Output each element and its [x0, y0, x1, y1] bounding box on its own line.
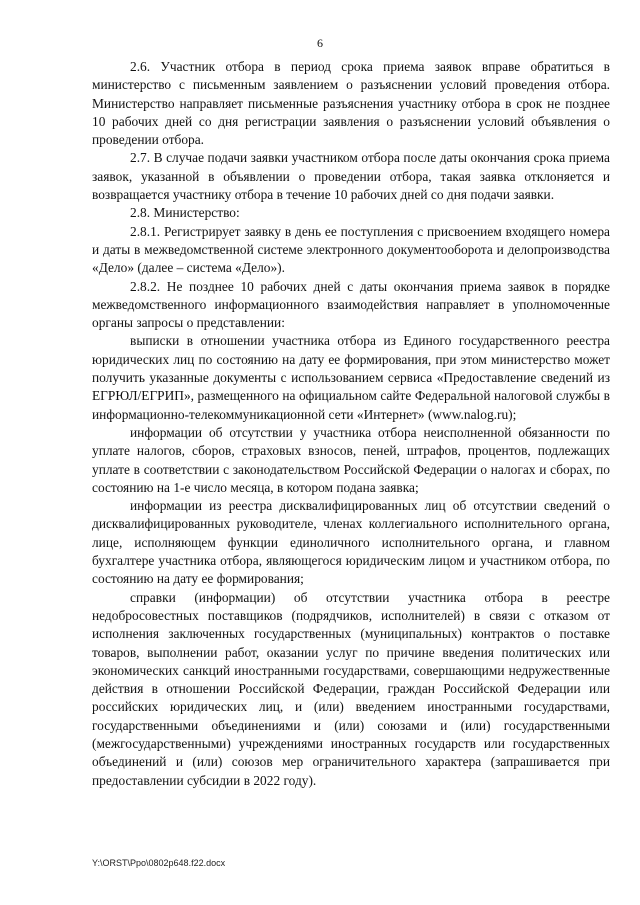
- list-item-tax-info: информации об отсутствии у участника отбора неисполненной обязанности по уплате налогов, сборов, страховых взносов, пеней, штрафов, процентов, подлежащих уплате в соответствии с законодательством Российской Федерации о налогах и сборах, по состоянию на 1-е число месяца, в котором подана заявка;: [92, 424, 610, 495]
- list-item-egrul-extract: выписки в отношении участника отбора из Единого государственного реестра юридических лиц по состоянию на дату ее формирования, при этом министерство может получить указанные документы с использованием сервиса «Предоставление сведений из ЕГРЮЛ/ЕГРИП», размещенного на официальном сайте Федеральной налоговой службы в информационно-телекоммуникационной сети «Интернет» (www.nalog.ru);: [92, 333, 610, 422]
- list-item-disqualified-registry: информации из реестра дисквалифицированных лиц об отсутствии сведений о дисквалифицированных руководителе, членах коллегиального исполнительного органа, лице, исполняющем функции единоличного исполнительного органа, и главном бухгалтере участника отбора, являющегося юридическим лицом и участником отбора, по состоянию на дату ее формирования;: [92, 498, 610, 587]
- list-item-unfair-suppliers: справки (информации) об отсутствии участника отбора в реестре недобросовестных поставщиков (подрядчиков, исполнителей) в связи с отказом от исполнения заключенных государственных (муниципальных) контрактов о поставке товаров, выполнении работ, оказании услуг по причине введения политических или экономических санкций иностранными государствами, совершающими недружественные действия в отношении Российской Федерации, граждан Российской Федерации или российских юридических лиц, и (или) введением иностранными государствами, государственными объединениями и (или) союзами и (или) государственными (межгосударственными) учреждениями иностранных государств или государственных объединений и (или) союзов мер ограничительного характера (запрашивается при предоставлении субсидии в 2022 году).: [92, 589, 610, 788]
- paragraph-2-8: 2.8. Министерство:: [130, 205, 240, 221]
- paragraph-2-6: 2.6. Участник отбора в период срока приема заявок вправе обратиться в министерство с письменным заявлением о разъяснении условий проведения отбора. Министерство направляет письменные разъяснения участнику отбора в срок не позднее 10 рабочих дней со дня регистрации заявления о разъяснении условий объявления о проведении отбора.: [92, 59, 610, 148]
- paragraph-2-8-1: 2.8.1. Регистрирует заявку в день ее поступления с присвоением входящего номера и даты в межведомственной системе электронного документооборота и делопроизводства «Дело» (далее – система «Дело»).: [92, 223, 610, 276]
- document-body: [92, 58, 610, 790]
- footer-file-path: Y:\ORST\Ppo\0802p648.f22.docx: [92, 858, 226, 868]
- paragraph-2-8-2: 2.8.2. Не позднее 10 рабочих дней с даты окончания приема заявок в порядке межведомственного информационного взаимодействия направляет в уполномоченные органы запросы о представлении:: [92, 278, 610, 331]
- paragraph-2-7: 2.7. В случае подачи заявки участником отбора после даты окончания срока приема заявок, указанной в объявлении о проведении отбора, такая заявка отклоняется и возвращается участнику отбора в течение 10 рабочих дней со дня подачи заявки.: [92, 150, 610, 203]
- page-number: 6: [317, 36, 323, 50]
